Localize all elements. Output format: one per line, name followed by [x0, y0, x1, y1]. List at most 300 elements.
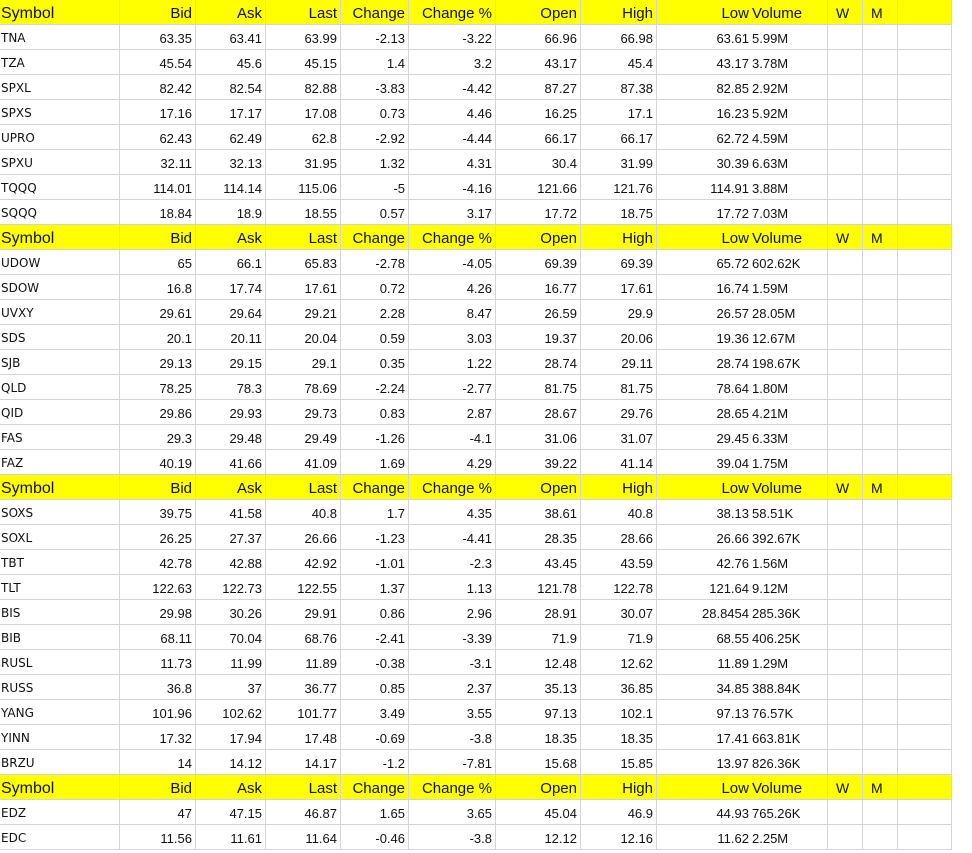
cell-last[interactable]: 41.09	[266, 450, 341, 475]
cell-m[interactable]	[863, 300, 898, 325]
cell-ask[interactable]: 37	[196, 675, 266, 700]
cell-change[interactable]: 0.86	[341, 600, 409, 625]
cell-low-volume[interactable]	[657, 400, 828, 425]
cell-bid[interactable]: 82.42	[120, 75, 196, 100]
cell-bid[interactable]: 29.13	[120, 350, 196, 375]
cell-change-pct[interactable]: 4.31	[409, 150, 496, 175]
cell-change-pct[interactable]: -3.8	[409, 825, 496, 850]
cell-low-volume[interactable]	[657, 500, 828, 525]
cell-m[interactable]	[863, 200, 898, 225]
cell-m[interactable]	[863, 750, 898, 775]
cell-change[interactable]: 1.4	[341, 50, 409, 75]
cell-open[interactable]: 19.37	[496, 325, 581, 350]
cell-symbol[interactable]: BRZU	[0, 750, 120, 775]
cell-change-pct[interactable]: -2.3	[409, 550, 496, 575]
cell-bid[interactable]: 39.75	[120, 500, 196, 525]
header-m[interactable]: M	[863, 225, 898, 250]
cell-change[interactable]: -0.69	[341, 725, 409, 750]
cell-m[interactable]	[863, 400, 898, 425]
cell-low-volume[interactable]	[657, 800, 828, 825]
cell-change-pct[interactable]: -4.41	[409, 525, 496, 550]
cell-low-volume[interactable]	[657, 825, 828, 850]
cell-open[interactable]: 43.45	[496, 550, 581, 575]
cell-change[interactable]: 0.57	[341, 200, 409, 225]
cell-high[interactable]: 71.9	[581, 625, 657, 650]
cell-bid[interactable]: 36.8	[120, 675, 196, 700]
cell-change[interactable]: 1.32	[341, 150, 409, 175]
cell-bid[interactable]: 29.61	[120, 300, 196, 325]
cell-m[interactable]	[863, 575, 898, 600]
cell-ask[interactable]: 29.93	[196, 400, 266, 425]
header-bid[interactable]: Bid	[120, 475, 196, 500]
cell-last[interactable]: 45.15	[266, 50, 341, 75]
cell-high[interactable]: 12.16	[581, 825, 657, 850]
cell-open[interactable]: 71.9	[496, 625, 581, 650]
cell-open[interactable]: 28.91	[496, 600, 581, 625]
cell-ask[interactable]: 78.3	[196, 375, 266, 400]
cell-high[interactable]: 12.62	[581, 650, 657, 675]
cell-bid[interactable]: 45.54	[120, 50, 196, 75]
cell-symbol[interactable]: SQQQ	[0, 200, 120, 225]
cell-bid[interactable]: 47	[120, 800, 196, 825]
cell-high[interactable]: 81.75	[581, 375, 657, 400]
cell-low-volume[interactable]	[657, 725, 828, 750]
cell-bid[interactable]: 17.32	[120, 725, 196, 750]
cell-last[interactable]: 11.64	[266, 825, 341, 850]
cell-last[interactable]: 78.69	[266, 375, 341, 400]
cell-low-volume[interactable]	[657, 450, 828, 475]
cell-change[interactable]: 1.65	[341, 800, 409, 825]
cell-change[interactable]: -2.24	[341, 375, 409, 400]
cell-change[interactable]: 1.69	[341, 450, 409, 475]
cell-change-pct[interactable]: 3.55	[409, 700, 496, 725]
cell-symbol[interactable]: SPXU	[0, 150, 120, 175]
cell-open[interactable]: 28.67	[496, 400, 581, 425]
header-change[interactable]: Change	[341, 0, 409, 25]
cell-change-pct[interactable]: 1.22	[409, 350, 496, 375]
cell-low-volume[interactable]	[657, 375, 828, 400]
cell-change-pct[interactable]: 3.2	[409, 50, 496, 75]
cell-high[interactable]: 122.78	[581, 575, 657, 600]
cell-open[interactable]: 81.75	[496, 375, 581, 400]
cell-high[interactable]: 69.39	[581, 250, 657, 275]
cell-change[interactable]: -3.83	[341, 75, 409, 100]
cell-bid[interactable]: 16.8	[120, 275, 196, 300]
cell-m[interactable]	[863, 600, 898, 625]
cell-ask[interactable]: 27.37	[196, 525, 266, 550]
cell-bid[interactable]: 65	[120, 250, 196, 275]
cell-change[interactable]: 0.35	[341, 350, 409, 375]
cell-last[interactable]: 29.73	[266, 400, 341, 425]
cell-open[interactable]: 16.25	[496, 100, 581, 125]
cell-w[interactable]	[828, 50, 863, 75]
cell-w[interactable]	[828, 175, 863, 200]
cell-change-pct[interactable]: -3.22	[409, 25, 496, 50]
cell-m[interactable]	[863, 25, 898, 50]
header-last[interactable]: Last	[266, 475, 341, 500]
cell-w[interactable]	[828, 550, 863, 575]
cell-bid[interactable]: 63.35	[120, 25, 196, 50]
cell-change-pct[interactable]: 2.96	[409, 600, 496, 625]
cell-w[interactable]	[828, 500, 863, 525]
cell-ask[interactable]: 122.73	[196, 575, 266, 600]
cell-low-volume[interactable]	[657, 750, 828, 775]
cell-symbol[interactable]: QID	[0, 400, 120, 425]
cell-low-volume[interactable]	[657, 600, 828, 625]
cell-change[interactable]: 1.7	[341, 500, 409, 525]
cell-m[interactable]	[863, 150, 898, 175]
header-w[interactable]: W	[828, 475, 863, 500]
cell-bid[interactable]: 68.11	[120, 625, 196, 650]
cell-last[interactable]: 29.49	[266, 425, 341, 450]
cell-symbol[interactable]: TZA	[0, 50, 120, 75]
cell-symbol[interactable]: BIB	[0, 625, 120, 650]
cell-w[interactable]	[828, 650, 863, 675]
cell-change-pct[interactable]: 4.29	[409, 450, 496, 475]
header-bid[interactable]: Bid	[120, 225, 196, 250]
cell-m[interactable]	[863, 325, 898, 350]
header-high[interactable]: High	[581, 0, 657, 25]
cell-change-pct[interactable]: -4.05	[409, 250, 496, 275]
cell-change-pct[interactable]: 4.35	[409, 500, 496, 525]
cell-bid[interactable]: 17.16	[120, 100, 196, 125]
cell-last[interactable]: 40.8	[266, 500, 341, 525]
header-ask[interactable]: Ask	[196, 775, 266, 800]
cell-low-volume[interactable]	[657, 25, 828, 50]
cell-last[interactable]: 101.77	[266, 700, 341, 725]
cell-w[interactable]	[828, 625, 863, 650]
cell-low-volume[interactable]	[657, 300, 828, 325]
cell-open[interactable]: 28.35	[496, 525, 581, 550]
cell-ask[interactable]: 14.12	[196, 750, 266, 775]
cell-change-pct[interactable]: 8.47	[409, 300, 496, 325]
cell-high[interactable]: 46.9	[581, 800, 657, 825]
cell-m[interactable]	[863, 825, 898, 850]
cell-last[interactable]: 42.92	[266, 550, 341, 575]
cell-change[interactable]: -1.23	[341, 525, 409, 550]
cell-bid[interactable]: 14	[120, 750, 196, 775]
header-low-volume[interactable]	[657, 0, 828, 25]
cell-bid[interactable]: 114.01	[120, 175, 196, 200]
cell-low-volume[interactable]	[657, 100, 828, 125]
cell-w[interactable]	[828, 75, 863, 100]
cell-m[interactable]	[863, 725, 898, 750]
cell-open[interactable]: 45.04	[496, 800, 581, 825]
cell-high[interactable]: 28.66	[581, 525, 657, 550]
cell-last[interactable]: 14.17	[266, 750, 341, 775]
cell-symbol[interactable]: UPRO	[0, 125, 120, 150]
cell-w[interactable]	[828, 100, 863, 125]
cell-open[interactable]: 66.17	[496, 125, 581, 150]
cell-ask[interactable]: 66.1	[196, 250, 266, 275]
cell-w[interactable]	[828, 150, 863, 175]
cell-open[interactable]: 28.74	[496, 350, 581, 375]
header-w[interactable]: W	[828, 225, 863, 250]
cell-open[interactable]: 66.96	[496, 25, 581, 50]
header-open[interactable]: Open	[496, 475, 581, 500]
cell-low-volume[interactable]	[657, 75, 828, 100]
cell-ask[interactable]: 29.15	[196, 350, 266, 375]
cell-symbol[interactable]: RUSS	[0, 675, 120, 700]
cell-low-volume[interactable]	[657, 50, 828, 75]
cell-symbol[interactable]: SOXS	[0, 500, 120, 525]
header-w[interactable]: W	[828, 775, 863, 800]
cell-ask[interactable]: 17.94	[196, 725, 266, 750]
cell-symbol[interactable]: SDS	[0, 325, 120, 350]
cell-high[interactable]: 66.98	[581, 25, 657, 50]
cell-low-volume[interactable]	[657, 200, 828, 225]
cell-high[interactable]: 41.14	[581, 450, 657, 475]
cell-w[interactable]	[828, 750, 863, 775]
cell-ask[interactable]: 11.99	[196, 650, 266, 675]
cell-bid[interactable]: 11.73	[120, 650, 196, 675]
cell-last[interactable]: 36.77	[266, 675, 341, 700]
cell-change-pct[interactable]: -3.1	[409, 650, 496, 675]
cell-w[interactable]	[828, 425, 863, 450]
cell-high[interactable]: 18.35	[581, 725, 657, 750]
cell-symbol[interactable]: TQQQ	[0, 175, 120, 200]
header-change-pct[interactable]: Change %	[409, 775, 496, 800]
header-ask[interactable]: Ask	[196, 0, 266, 25]
header-symbol[interactable]: Symbol	[0, 0, 120, 25]
cell-w[interactable]	[828, 725, 863, 750]
cell-ask[interactable]: 45.6	[196, 50, 266, 75]
cell-ask[interactable]: 42.88	[196, 550, 266, 575]
cell-symbol[interactable]: UVXY	[0, 300, 120, 325]
cell-ask[interactable]: 82.54	[196, 75, 266, 100]
cell-m[interactable]	[863, 100, 898, 125]
cell-w[interactable]	[828, 675, 863, 700]
cell-symbol[interactable]: SOXL	[0, 525, 120, 550]
cell-high[interactable]: 31.07	[581, 425, 657, 450]
cell-change-pct[interactable]: -7.81	[409, 750, 496, 775]
cell-open[interactable]: 69.39	[496, 250, 581, 275]
cell-change-pct[interactable]: -3.39	[409, 625, 496, 650]
cell-w[interactable]	[828, 325, 863, 350]
cell-ask[interactable]: 41.58	[196, 500, 266, 525]
header-w[interactable]: W	[828, 0, 863, 25]
header-m[interactable]: M	[863, 0, 898, 25]
cell-open[interactable]: 30.4	[496, 150, 581, 175]
cell-high[interactable]: 20.06	[581, 325, 657, 350]
cell-m[interactable]	[863, 75, 898, 100]
cell-w[interactable]	[828, 250, 863, 275]
cell-m[interactable]	[863, 350, 898, 375]
cell-open[interactable]: 17.72	[496, 200, 581, 225]
cell-low-volume[interactable]	[657, 275, 828, 300]
cell-symbol[interactable]: FAS	[0, 425, 120, 450]
cell-w[interactable]	[828, 825, 863, 850]
header-bid[interactable]: Bid	[120, 0, 196, 25]
cell-change-pct[interactable]: 1.13	[409, 575, 496, 600]
cell-symbol[interactable]: BIS	[0, 600, 120, 625]
cell-change[interactable]: 2.28	[341, 300, 409, 325]
cell-low-volume[interactable]	[657, 675, 828, 700]
cell-w[interactable]	[828, 575, 863, 600]
cell-open[interactable]: 18.35	[496, 725, 581, 750]
cell-symbol[interactable]: UDOW	[0, 250, 120, 275]
cell-ask[interactable]: 63.41	[196, 25, 266, 50]
header-symbol[interactable]: Symbol	[0, 775, 120, 800]
cell-high[interactable]: 18.75	[581, 200, 657, 225]
cell-low-volume[interactable]	[657, 525, 828, 550]
cell-ask[interactable]: 62.49	[196, 125, 266, 150]
cell-change[interactable]: -2.92	[341, 125, 409, 150]
cell-last[interactable]: 29.1	[266, 350, 341, 375]
cell-ask[interactable]: 41.66	[196, 450, 266, 475]
cell-m[interactable]	[863, 450, 898, 475]
cell-m[interactable]	[863, 525, 898, 550]
header-m[interactable]: M	[863, 475, 898, 500]
cell-high[interactable]: 29.9	[581, 300, 657, 325]
cell-w[interactable]	[828, 600, 863, 625]
cell-last[interactable]: 17.08	[266, 100, 341, 125]
cell-symbol[interactable]: TLT	[0, 575, 120, 600]
cell-open[interactable]: 121.66	[496, 175, 581, 200]
cell-open[interactable]: 12.48	[496, 650, 581, 675]
cell-low-volume[interactable]	[657, 125, 828, 150]
cell-change-pct[interactable]: -3.8	[409, 725, 496, 750]
cell-ask[interactable]: 29.64	[196, 300, 266, 325]
cell-bid[interactable]: 78.25	[120, 375, 196, 400]
cell-m[interactable]	[863, 375, 898, 400]
header-high[interactable]: High	[581, 225, 657, 250]
header-low-volume[interactable]	[657, 775, 828, 800]
cell-last[interactable]: 82.88	[266, 75, 341, 100]
cell-change-pct[interactable]: -2.77	[409, 375, 496, 400]
cell-high[interactable]: 17.1	[581, 100, 657, 125]
cell-low-volume[interactable]	[657, 250, 828, 275]
cell-change[interactable]: -1.26	[341, 425, 409, 450]
cell-symbol[interactable]: QLD	[0, 375, 120, 400]
cell-bid[interactable]: 62.43	[120, 125, 196, 150]
cell-bid[interactable]: 20.1	[120, 325, 196, 350]
cell-symbol[interactable]: SPXL	[0, 75, 120, 100]
cell-open[interactable]: 15.68	[496, 750, 581, 775]
cell-high[interactable]: 30.07	[581, 600, 657, 625]
header-last[interactable]: Last	[266, 0, 341, 25]
cell-w[interactable]	[828, 275, 863, 300]
cell-last[interactable]: 68.76	[266, 625, 341, 650]
cell-symbol[interactable]: FAZ	[0, 450, 120, 475]
cell-ask[interactable]: 47.15	[196, 800, 266, 825]
cell-last[interactable]: 26.66	[266, 525, 341, 550]
cell-change-pct[interactable]: 2.37	[409, 675, 496, 700]
cell-high[interactable]: 87.38	[581, 75, 657, 100]
header-change[interactable]: Change	[341, 225, 409, 250]
cell-w[interactable]	[828, 25, 863, 50]
cell-last[interactable]: 20.04	[266, 325, 341, 350]
cell-ask[interactable]: 20.11	[196, 325, 266, 350]
cell-last[interactable]: 122.55	[266, 575, 341, 600]
cell-w[interactable]	[828, 400, 863, 425]
cell-m[interactable]	[863, 425, 898, 450]
cell-change[interactable]: 1.37	[341, 575, 409, 600]
cell-w[interactable]	[828, 800, 863, 825]
cell-m[interactable]	[863, 175, 898, 200]
cell-change[interactable]: 0.73	[341, 100, 409, 125]
header-low-volume[interactable]	[657, 475, 828, 500]
cell-open[interactable]: 31.06	[496, 425, 581, 450]
cell-ask[interactable]: 29.48	[196, 425, 266, 450]
header-change-pct[interactable]: Change %	[409, 225, 496, 250]
cell-ask[interactable]: 11.61	[196, 825, 266, 850]
cell-bid[interactable]: 42.78	[120, 550, 196, 575]
cell-open[interactable]: 121.78	[496, 575, 581, 600]
cell-low-volume[interactable]	[657, 700, 828, 725]
cell-low-volume[interactable]	[657, 350, 828, 375]
cell-symbol[interactable]: TNA	[0, 25, 120, 50]
header-high[interactable]: High	[581, 775, 657, 800]
cell-w[interactable]	[828, 700, 863, 725]
cell-w[interactable]	[828, 300, 863, 325]
cell-symbol[interactable]: EDZ	[0, 800, 120, 825]
cell-last[interactable]: 11.89	[266, 650, 341, 675]
cell-change[interactable]: 0.59	[341, 325, 409, 350]
header-m[interactable]: M	[863, 775, 898, 800]
cell-symbol[interactable]: SPXS	[0, 100, 120, 125]
cell-low-volume[interactable]	[657, 575, 828, 600]
header-symbol[interactable]: Symbol	[0, 475, 120, 500]
cell-w[interactable]	[828, 525, 863, 550]
cell-open[interactable]: 38.61	[496, 500, 581, 525]
cell-last[interactable]: 46.87	[266, 800, 341, 825]
cell-open[interactable]: 16.77	[496, 275, 581, 300]
cell-bid[interactable]: 32.11	[120, 150, 196, 175]
cell-bid[interactable]: 122.63	[120, 575, 196, 600]
cell-change-pct[interactable]: -4.44	[409, 125, 496, 150]
cell-m[interactable]	[863, 125, 898, 150]
cell-ask[interactable]: 70.04	[196, 625, 266, 650]
cell-last[interactable]: 29.91	[266, 600, 341, 625]
cell-change[interactable]: 3.49	[341, 700, 409, 725]
cell-m[interactable]	[863, 800, 898, 825]
cell-m[interactable]	[863, 700, 898, 725]
cell-change-pct[interactable]: -4.1	[409, 425, 496, 450]
cell-m[interactable]	[863, 650, 898, 675]
header-last[interactable]: Last	[266, 775, 341, 800]
header-last[interactable]: Last	[266, 225, 341, 250]
cell-m[interactable]	[863, 675, 898, 700]
cell-w[interactable]	[828, 375, 863, 400]
cell-change[interactable]: -1.2	[341, 750, 409, 775]
header-open[interactable]: Open	[496, 775, 581, 800]
cell-last[interactable]: 65.83	[266, 250, 341, 275]
cell-open[interactable]: 26.59	[496, 300, 581, 325]
cell-symbol[interactable]: SJB	[0, 350, 120, 375]
cell-change[interactable]: -0.38	[341, 650, 409, 675]
cell-w[interactable]	[828, 450, 863, 475]
cell-change-pct[interactable]: 2.87	[409, 400, 496, 425]
header-open[interactable]: Open	[496, 225, 581, 250]
cell-m[interactable]	[863, 500, 898, 525]
cell-high[interactable]: 36.85	[581, 675, 657, 700]
cell-bid[interactable]: 29.86	[120, 400, 196, 425]
cell-open[interactable]: 35.13	[496, 675, 581, 700]
cell-bid[interactable]: 29.98	[120, 600, 196, 625]
header-change[interactable]: Change	[341, 775, 409, 800]
cell-change[interactable]: -5	[341, 175, 409, 200]
cell-low-volume[interactable]	[657, 550, 828, 575]
cell-high[interactable]: 121.76	[581, 175, 657, 200]
cell-high[interactable]: 40.8	[581, 500, 657, 525]
cell-last[interactable]: 63.99	[266, 25, 341, 50]
cell-change-pct[interactable]: -4.42	[409, 75, 496, 100]
cell-last[interactable]: 18.55	[266, 200, 341, 225]
cell-change[interactable]: 0.72	[341, 275, 409, 300]
cell-bid[interactable]: 26.25	[120, 525, 196, 550]
header-symbol[interactable]: Symbol	[0, 225, 120, 250]
